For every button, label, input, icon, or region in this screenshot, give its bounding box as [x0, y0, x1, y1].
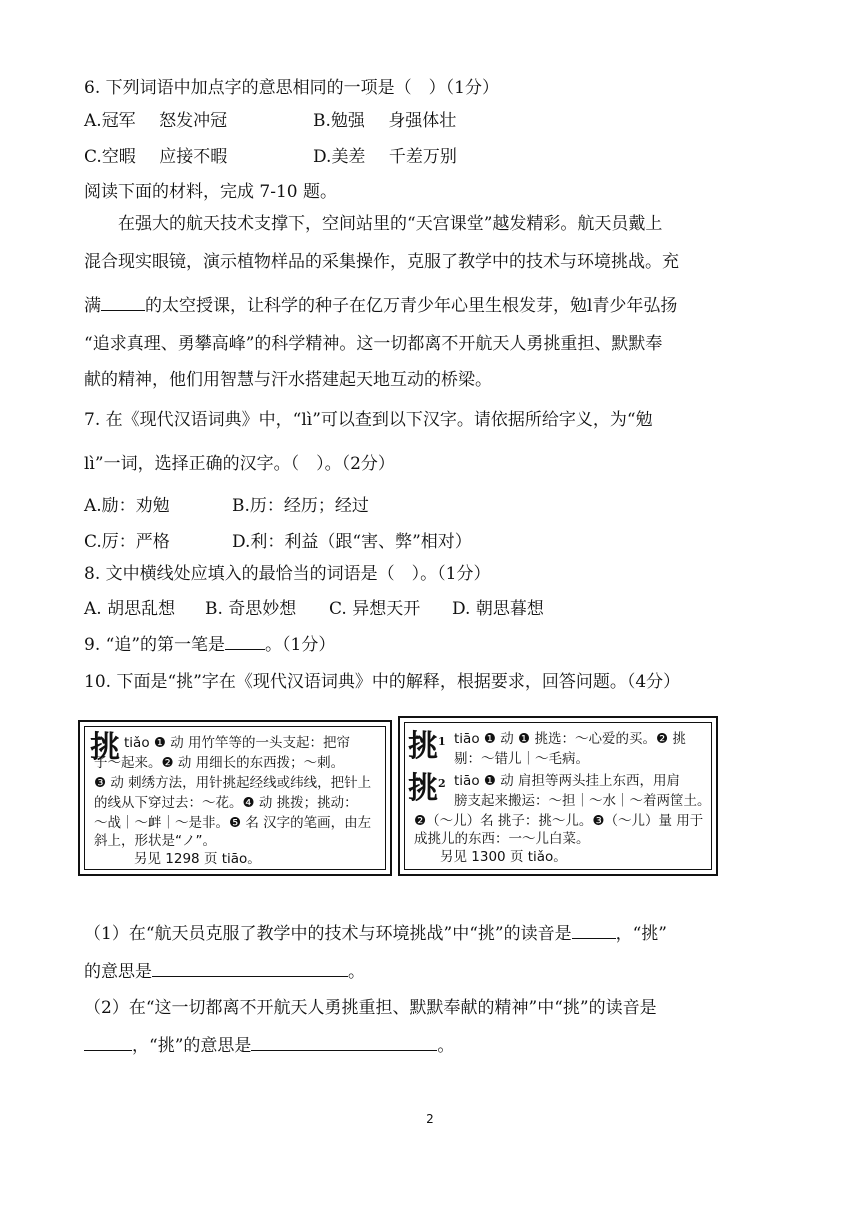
q10-sub2-line2	[84, 1034, 454, 1058]
q10-sub2-pinyin-blank[interactable]	[84, 1034, 132, 1051]
q9-text: 9. “追”的第一笔是	[84, 635, 226, 655]
dict-line: 成挑儿的东西：一～儿白菜。	[414, 831, 590, 847]
option-word: 空暇	[101, 147, 136, 167]
dict-line: tiāo ❶ 动 ❶ 挑选：～心爱的买。❷ 挑	[454, 731, 686, 747]
passage-line-5: 献的精神，他们用智慧与汗水搭建起天地互动的桥梁。	[84, 370, 492, 390]
q7-option-c: C.厉：严格	[84, 532, 170, 552]
option-label: B.	[313, 111, 331, 131]
q10-sub1-meaning-blank[interactable]	[152, 960, 348, 977]
headword-sup: 2	[438, 777, 446, 790]
passage-text: 的太空授课，让科学的种子在亿万青少年心里生根发芽，勉l青少年弘扬	[145, 296, 678, 316]
q7-option-a: A.励：劝勉	[84, 496, 170, 516]
q10-sub1-text: ，“挑”	[615, 924, 667, 944]
q8-option-c: C. 异想天开	[329, 599, 421, 619]
q10-sub2-meaning-blank[interactable]	[251, 1034, 437, 1051]
q6-option-a	[84, 109, 227, 133]
q9-blank[interactable]	[225, 633, 265, 650]
q9-stem	[84, 633, 335, 657]
q6-option-d	[313, 145, 457, 169]
dict-line: tiǎo ❶ 动 用竹竿等的一头支起：把帘	[124, 735, 351, 751]
q10-sub1-line1	[84, 922, 667, 946]
q10-sub2-text: ，“挑”的意思是	[132, 1036, 252, 1056]
q8-stem: 8. 文中横线处应填入的最恰当的词语是（ ）。（1分）	[84, 564, 491, 584]
dict-line: ～战｜～衅｜～是非。❺ 名 汉字的笔画，由左	[94, 815, 372, 831]
dict-line: tiāo ❶ 动 肩担等两头挂上东西，用肩	[454, 773, 681, 789]
dict-line: 子～起来。❷ 动 用细长的东西拨；～刺。	[94, 755, 345, 771]
option-word: 应接不暇	[159, 147, 228, 167]
q7-stem-2: lì”一词，选择正确的汉字。（ ）。（2分）	[84, 454, 395, 474]
q8-option-d: D. 朝思暮想	[452, 599, 544, 619]
q10-sub2-text: 。	[437, 1036, 455, 1056]
dict-line: 剔：～错儿｜～毛病。	[454, 751, 589, 767]
option-word: 冠军	[101, 111, 136, 131]
option-word: 千差万别	[388, 147, 457, 167]
option-label: D.	[313, 147, 332, 167]
page-number: 2	[426, 1112, 434, 1126]
q6-option-c	[84, 145, 227, 169]
q8-option-b: B. 奇思妙想	[205, 599, 297, 619]
q10-sub1-text: 。	[348, 962, 365, 982]
option-label: A.	[84, 111, 102, 131]
dict-line: 膀支起来搬运：～担｜～水｜～着两筐土。	[454, 793, 711, 809]
dict-line: ❸ 动 刺绣方法，用针挑起经线或纬线，把针上	[94, 775, 372, 791]
option-word: 勉强	[330, 111, 365, 131]
q7-option-b: B.历：经历；经过	[232, 496, 369, 516]
dict-headword-1	[408, 726, 446, 763]
dict-line: 另见 1300 页 tiǎo。	[440, 849, 567, 865]
headword-char: 挑	[408, 729, 438, 764]
passage-line-1: 在强大的航天技术支撑下，空间站里的“天宫课堂”越发精彩。航天员戴上	[118, 214, 663, 234]
option-word: 身强体壮	[388, 111, 457, 131]
q10-sub1-text: （1）在“航天员克服了教学中的技术与环境挑战”中“挑”的读音是	[84, 924, 572, 944]
dict-entry-right	[398, 716, 718, 876]
q8-option-a: A. 胡思乱想	[84, 599, 176, 619]
dict-headword: 挑	[90, 730, 120, 765]
q7-option-d: D.利：利益（跟“害、弊”相对）	[232, 532, 472, 552]
q10-sub2-line1: （2）在“这一切都离不开航天人勇挑重担、默默奉献的精神”中“挑”的读音是	[84, 998, 657, 1018]
passage-text: 满	[84, 296, 101, 316]
q10-sub1-pinyin-blank[interactable]	[572, 922, 616, 939]
dict-line: ❷（～儿）名 挑子：挑～儿。❸（～儿）量 用于	[414, 813, 704, 829]
option-word: 美差	[331, 147, 366, 167]
passage-line-2: 混合现实眼镜，演示植物样品的采集操作，克服了教学中的技术与环境挑战。充	[84, 252, 679, 272]
q9-text: 。（1分）	[265, 635, 336, 655]
reading-intro: 阅读下面的材料，完成 7-10 题。	[84, 182, 337, 202]
q10-sub1-text: 的意思是	[84, 962, 152, 982]
headword-char: 挑	[408, 771, 438, 806]
dict-line: 斜上，形状是“ノ”。	[94, 833, 216, 849]
q10-stem: 10. 下面是“挑”字在《现代汉语词典》中的解释，根据要求，回答问题。（4分）	[84, 672, 681, 692]
q7-stem-1: 7. 在《现代汉语词典》中，“lì”可以查到以下汉字。请依据所给字义，为“勉	[84, 410, 653, 430]
option-label: C.	[84, 147, 102, 167]
q6-stem: 6. 下列词语中加点字的意思相同的一项是（ ）（1分）	[84, 78, 499, 98]
dict-headword-2	[408, 768, 446, 805]
passage-line-4: “追求真理、勇攀高峰”的科学精神。这一切都离不开航天人勇挑重担、默默奉	[84, 334, 663, 354]
dict-line: 另见 1298 页 tiāo。	[134, 851, 261, 867]
q6-option-b	[313, 109, 456, 133]
option-word: 怒发冲冠	[159, 111, 228, 131]
passage-line-3	[84, 294, 774, 318]
dict-line: 的线从下穿过去：～花。❹ 动 挑拨；挑动：	[94, 795, 358, 811]
q10-sub1-line2	[84, 960, 365, 984]
headword-sup: 1	[438, 735, 446, 748]
dict-entry-left	[78, 720, 392, 876]
fill-blank[interactable]	[101, 294, 145, 311]
